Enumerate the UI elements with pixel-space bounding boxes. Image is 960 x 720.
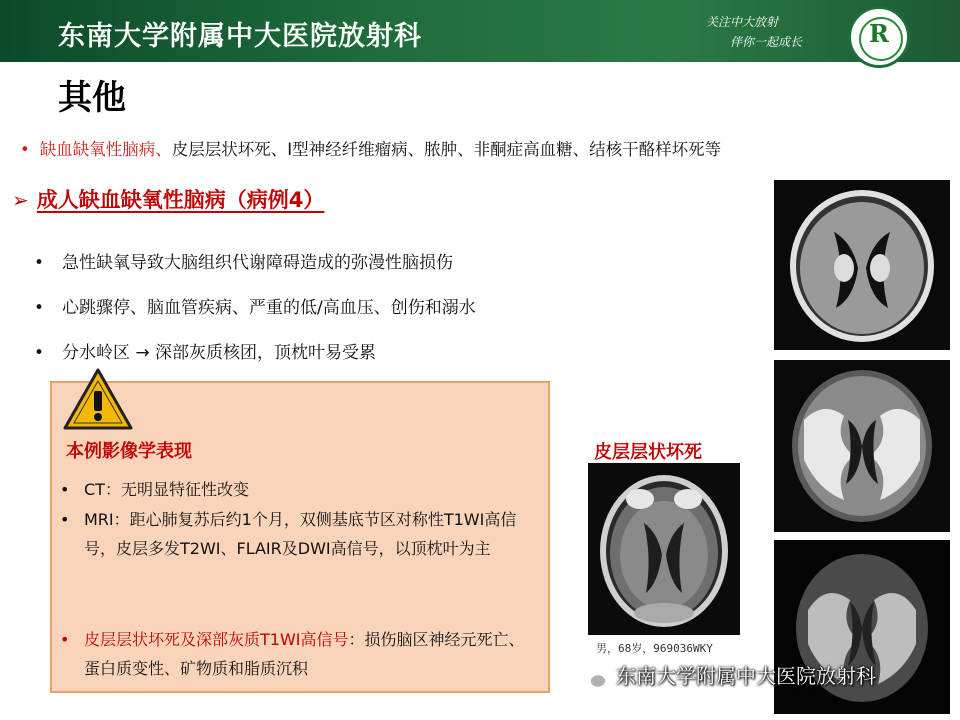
slogan-line-1: 关注中大放射 (706, 15, 779, 29)
mri-image-t1-top (774, 180, 950, 350)
list-item: • 心跳骤停、脑血管疾病、严重的低/高血压、创伤和溺水 (34, 298, 476, 318)
box-item-text: CT：无明显特征性改变 (84, 480, 249, 499)
box-item-text: MRI：距心肺复苏后约1个月，双侧基底节区对称性T1WI高信号，皮层多发T2WI、FLAIR及DWI高信号，以顶枕叶为主 (84, 510, 517, 558)
section-title (12, 184, 324, 214)
slogan-line-2: 伴你一起成长 (730, 35, 803, 49)
list-item: • MRI：距心肺复苏后约1个月，双侧基底节区对称性T1WI高信号，皮层多发T2WI、FLAIR及DWI高信号，以顶枕叶为主 (60, 505, 548, 563)
intro-line (20, 136, 950, 160)
intro-rest: 皮层层状坏死、I型神经纤维瘤病、脓肿、非酮症高血糖、结核干酪样坏死等 (171, 140, 722, 159)
watermark-text: 东南大学附属中大医院放射科 (616, 664, 876, 688)
arrow-bullet-icon: ➢ (12, 188, 29, 212)
list-item: • 分水岭区 → 深部灰质核团，顶枕叶易受累 (34, 343, 377, 363)
bullet-dot: • (20, 140, 30, 159)
list-item: • CT：无明显特征性改变 (60, 475, 548, 504)
header-slogan (706, 12, 836, 52)
image-info: 男，68岁，969036WKY (596, 642, 713, 655)
hospital-logo (848, 6, 910, 68)
list-item-text: 急性缺氧导致大脑组织代谢障碍造成的弥漫性脑损伤 (62, 253, 453, 273)
mri-image-flair (774, 360, 950, 532)
logo-letter: R (869, 19, 889, 48)
header-title: 东南大学附属中大医院放射科 (58, 21, 422, 52)
intro-highlight: 缺血缺氧性脑病、 (39, 140, 172, 159)
page-title: 其他 (58, 78, 126, 118)
header-banner (0, 0, 960, 62)
list-item-text: 心跳骤停、脑血管疾病、严重的低/高血压、创伤和溺水 (62, 298, 476, 318)
box-item-highlight: 皮层层状坏死及深部灰质T1WI高信号 (84, 630, 349, 649)
box-heading: 本例影像学表现 (66, 441, 192, 462)
list-item-text: 分水岭区 → 深部灰质核团，顶枕叶易受累 (62, 343, 377, 363)
warning-icon (62, 367, 134, 431)
section-title-text: 成人缺血缺氧性脑病（病例4） (36, 188, 325, 212)
mri-image-t1 (588, 463, 740, 635)
findings-box (50, 381, 550, 693)
watermark (578, 660, 876, 690)
box-item-text: ：损伤脑区神经元死亡、蛋白质变性、矿物质和脂质沉积 (84, 630, 525, 678)
list-item: • 皮层层状坏死及深部灰质T1WI高信号：损伤脑区神经元死亡、蛋白质变性、矿物质和脂质沉积 (60, 630, 525, 678)
wechat-icon (578, 666, 608, 690)
list-item: • 急性缺氧导致大脑组织代谢障碍造成的弥漫性脑损伤 (34, 253, 453, 273)
image-caption: 皮层层状坏死 (594, 442, 702, 463)
